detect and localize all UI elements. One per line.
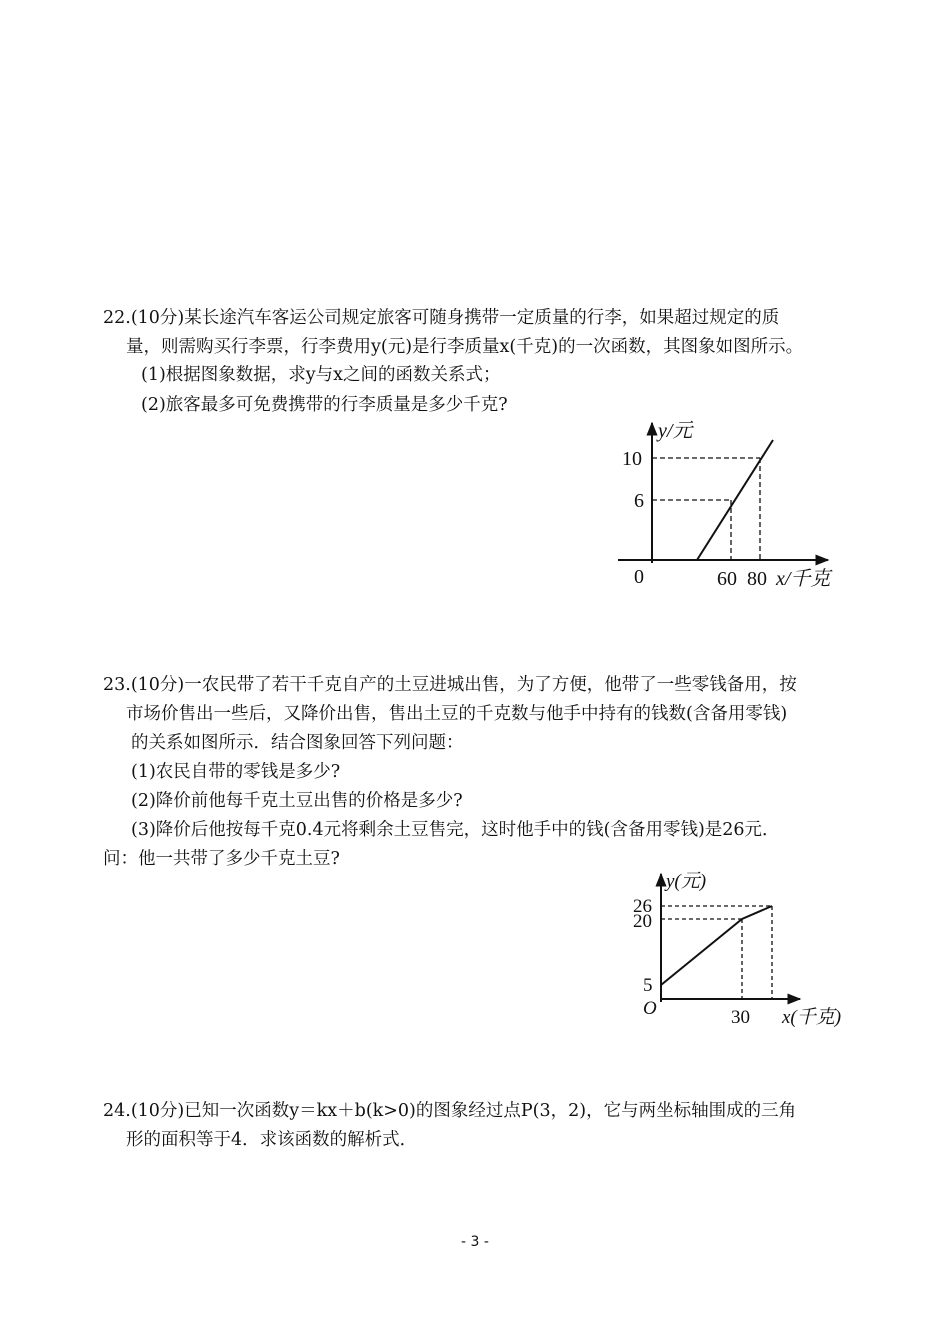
q23-ytick-5: 5: [643, 975, 653, 996]
q22-line-2: 量，则需购买行李票，行李费用y(元)是行李质量x(千克)的一次函数，其图象如图所示。: [126, 337, 804, 357]
q23-ytick-26: 26: [633, 896, 652, 917]
page-number: - 3 -: [461, 1234, 489, 1250]
q22-ytick-10: 10: [622, 448, 642, 470]
q22-ytick-6: 6: [634, 490, 644, 512]
q24-line-2: 形的面积等于4．求该函数的解析式．: [126, 1130, 418, 1150]
q23-graph: [600, 868, 860, 1038]
q23-line-3: 的关系如图所示．结合图象回答下列问题：: [131, 733, 464, 753]
q23-line-6: (3)降价后他按每千克0.4元将剩余土豆售完，这时他手中的钱(含备用零钱)是26元．: [131, 820, 780, 840]
q23-y-label: y(元): [666, 871, 707, 892]
q23-x-label: x(千克): [782, 1007, 842, 1028]
q22-x-label: x/千克: [776, 568, 831, 590]
q22-line-1: 22.(10分)某长途汽车客运公司规定旅客可随身携带一定质量的行李，如果超过规定的质: [103, 308, 780, 328]
q22-line-4: (2)旅客最多可免费携带的行李质量是多少千克?: [141, 395, 508, 415]
q23-line-4: (1)农民自带的零钱是多少?: [131, 762, 341, 782]
q23-line-2: 市场价售出一些后，又降价出售，售出土豆的千克数与他手中持有的钱数(含备用零钱): [126, 704, 788, 724]
q22-y-label: y/元: [658, 420, 693, 442]
q22-origin: 0: [634, 566, 644, 588]
q23-line-7: 问：他一共带了多少千克土豆?: [103, 849, 340, 869]
q23-origin: O: [643, 998, 657, 1019]
q22-graph: [600, 415, 860, 600]
q22-xtick-60: 60: [717, 568, 737, 590]
q23-function-line: [661, 906, 772, 985]
q24-line-1: 24.(10分)已知一次函数y＝kx＋b(k>0)的图象经过点P(3，2)，它与两坐标轴围成的三角: [103, 1101, 797, 1121]
q22-line-3: (1)根据图象数据，求y与x之间的函数关系式；: [141, 365, 501, 385]
q23-line-1: 23.(10分)一农民带了若干千克自产的土豆进城出售，为了方便，他带了一些零钱备用，按: [103, 675, 797, 695]
q23-line-5: (2)降价前他每千克土豆出售的价格是多少?: [131, 791, 463, 811]
q23-ytick-20: 20: [633, 911, 652, 932]
q22-xtick-80: 80: [747, 568, 767, 590]
q23-xtick-30: 30: [731, 1007, 750, 1028]
